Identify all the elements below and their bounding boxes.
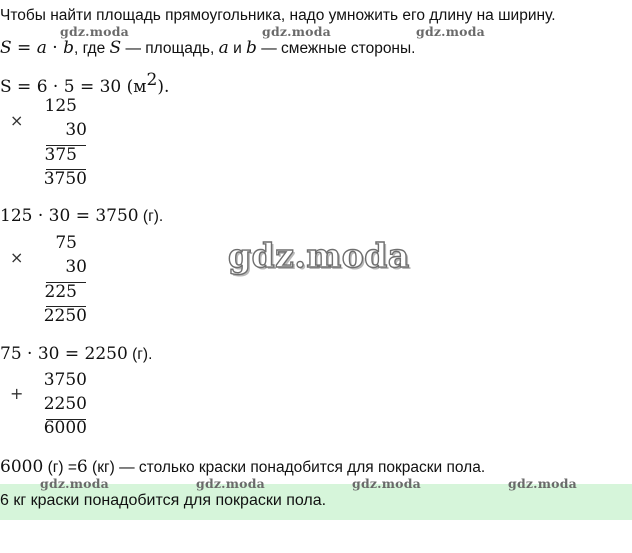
watermark-bottom-2: gdz.moda: [196, 476, 265, 491]
mult2-row-3: 225: [44, 282, 77, 302]
line2-expr: 75 · 30 = 2250: [0, 344, 128, 364]
conversion-val: 6: [76, 457, 88, 477]
area-unit-close: ).: [157, 77, 170, 97]
mult1-sign: ×: [10, 111, 24, 130]
mult2-row-4: 2250: [43, 306, 87, 326]
line1-unit: (г).: [138, 208, 164, 225]
watermark-top-2: gdz.moda: [262, 24, 331, 39]
conversion-rest: (кг) — столько краски понадобится для покраски пола.: [87, 459, 486, 476]
formula-b2: b: [246, 38, 257, 58]
mult2-sign: ×: [10, 248, 24, 267]
line2-unit: (г).: [127, 346, 153, 363]
mult1-row-2: 30: [65, 120, 87, 140]
watermark-bottom-3: gdz.moda: [352, 476, 421, 491]
area-expr: S = 6 · 5 = 30: [0, 77, 122, 97]
formula-b: b: [63, 38, 74, 58]
area-line: [0, 70, 169, 97]
formula-rest: — смежные стороны.: [256, 40, 416, 57]
answer-text: 6 кг краски понадобится для покраски пола.: [0, 492, 327, 509]
formula-eq: =: [11, 38, 37, 58]
conversion-mid: (г) =: [43, 459, 77, 476]
formula-dot: ·: [46, 38, 64, 58]
line1: [0, 206, 163, 226]
watermark-center: gdz.moda: [228, 236, 410, 275]
mult2-row-1: 75: [55, 233, 77, 253]
watermark-bottom-4: gdz.moda: [508, 476, 577, 491]
mult1-row-3: 375: [44, 145, 77, 165]
area-unit-open: (м: [121, 77, 147, 97]
area-unit-sup: 2: [146, 70, 158, 90]
watermark-bottom-1: gdz.moda: [40, 476, 109, 491]
intro-text: Чтобы найти площадь прямоугольника, надо умножить его длину на ширину.: [0, 7, 556, 24]
line1-expr: 125 · 30 = 3750: [0, 206, 139, 226]
formula-a: a: [36, 38, 47, 58]
watermark-top-1: gdz.moda: [60, 24, 129, 39]
add-row-1: 3750: [43, 370, 87, 390]
formula-a2: a: [218, 38, 229, 58]
watermark-top-3: gdz.moda: [416, 24, 485, 39]
mult1-row-1: 125: [44, 96, 77, 116]
line2: [0, 344, 152, 364]
formula-dash1: — площадь,: [121, 40, 219, 57]
add-row-2: 2250: [43, 394, 87, 414]
formula-S: S: [0, 38, 12, 58]
mult1-row-4: 3750: [43, 169, 87, 189]
formula-line: [0, 38, 415, 58]
add-sign: +: [10, 384, 24, 403]
mult2-row-2: 30: [65, 257, 87, 277]
add-row-3: 6000: [43, 418, 87, 438]
formula-and: и: [228, 40, 247, 57]
formula-comma: , где: [73, 40, 110, 57]
conversion-expr: 6000: [0, 457, 44, 477]
conversion-line: [0, 457, 485, 477]
formula-S2: S: [109, 38, 122, 58]
